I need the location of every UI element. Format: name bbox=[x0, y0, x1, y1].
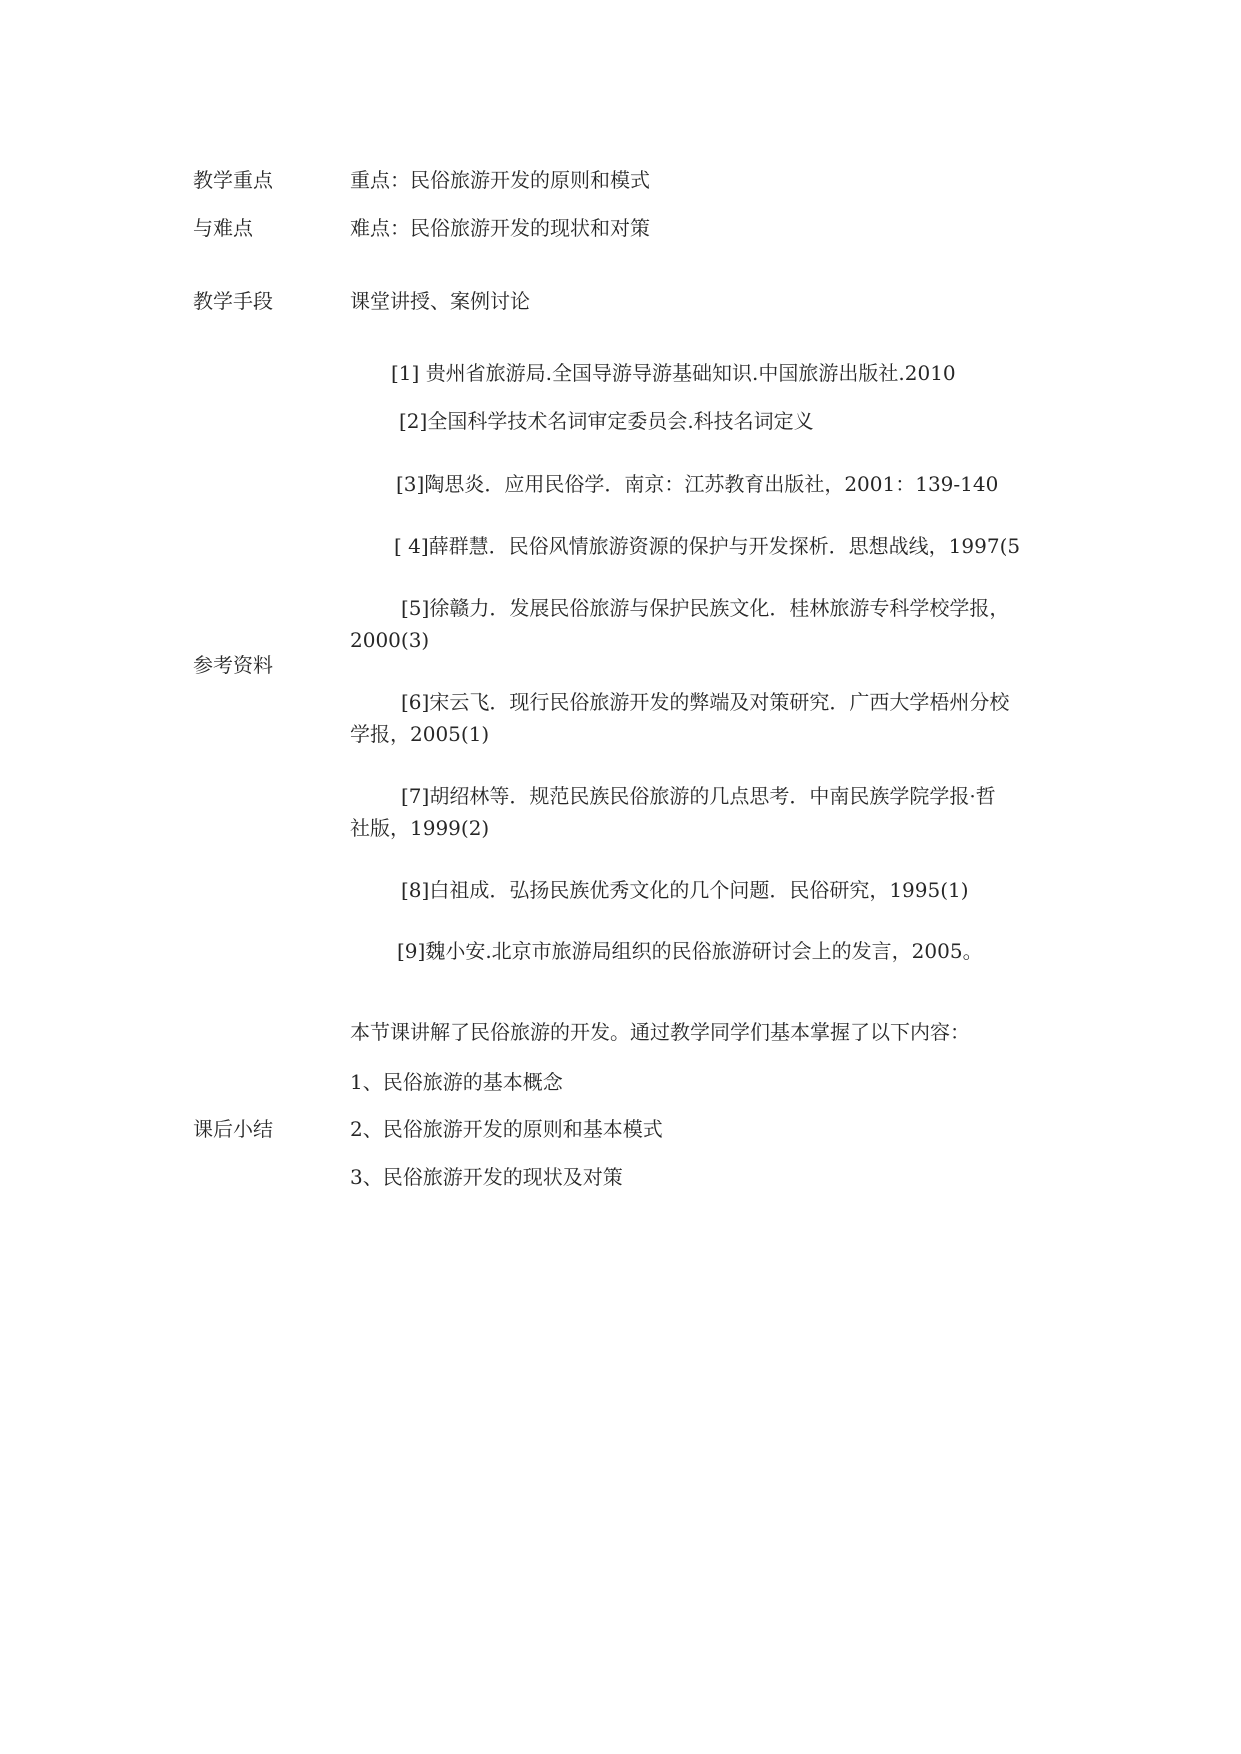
methods-text: 课堂讲授、案例讨论 bbox=[350, 289, 530, 313]
reference-item-continued: 学报，2005(1) bbox=[350, 722, 490, 746]
references-label: 参考资料 bbox=[193, 653, 273, 677]
reference-item: [3]陶思炎．应用民俗学．南京：江苏教育出版社，2001：139-140 bbox=[396, 472, 999, 496]
reference-item: [1] 贵州省旅游局.全国导游导游基础知识.中国旅游出版社.2010 bbox=[391, 361, 956, 385]
reference-item: [7]胡绍林等．规范民族民俗旅游的几点思考．中南民族学院学报·哲 bbox=[401, 784, 996, 808]
methods-label: 教学手段 bbox=[193, 289, 273, 313]
summary-point: 2、民俗旅游开发的原则和基本模式 bbox=[350, 1117, 663, 1141]
reference-item: [8]白祖成．弘扬民族优秀文化的几个问题．民俗研究，1995(1) bbox=[401, 878, 969, 902]
focus-label-line2: 与难点 bbox=[193, 216, 253, 240]
reference-item: [2]全国科学技术名词审定委员会.科技名词定义 bbox=[399, 409, 814, 433]
difficult-point-text: 难点：民俗旅游开发的现状和对策 bbox=[350, 216, 650, 240]
reference-item: [5]徐赣力．发展民俗旅游与保护民族文化．桂林旅游专科学校学报， bbox=[401, 596, 1010, 620]
summary-point: 3、民俗旅游开发的现状及对策 bbox=[350, 1165, 623, 1189]
key-point-text: 重点：民俗旅游开发的原则和模式 bbox=[350, 168, 650, 192]
summary-label: 课后小结 bbox=[193, 1117, 273, 1141]
focus-label-line1: 教学重点 bbox=[193, 168, 273, 192]
summary-intro: 本节课讲解了民俗旅游的开发。通过教学同学们基本掌握了以下内容： bbox=[350, 1020, 970, 1044]
summary-point: 1、民俗旅游的基本概念 bbox=[350, 1070, 563, 1094]
reference-item-continued: 社版，1999(2) bbox=[350, 816, 490, 840]
reference-item: [6]宋云飞．现行民俗旅游开发的弊端及对策研究．广西大学梧州分校 bbox=[401, 690, 1010, 714]
reference-item: [ 4]薛群慧．民俗风情旅游资源的保护与开发探析．思想战线，1997(5 bbox=[394, 534, 1021, 558]
reference-item-continued: 2000(3) bbox=[350, 628, 430, 652]
reference-item: [9]魏小安.北京市旅游局组织的民俗旅游研讨会上的发言，2005。 bbox=[397, 939, 983, 963]
